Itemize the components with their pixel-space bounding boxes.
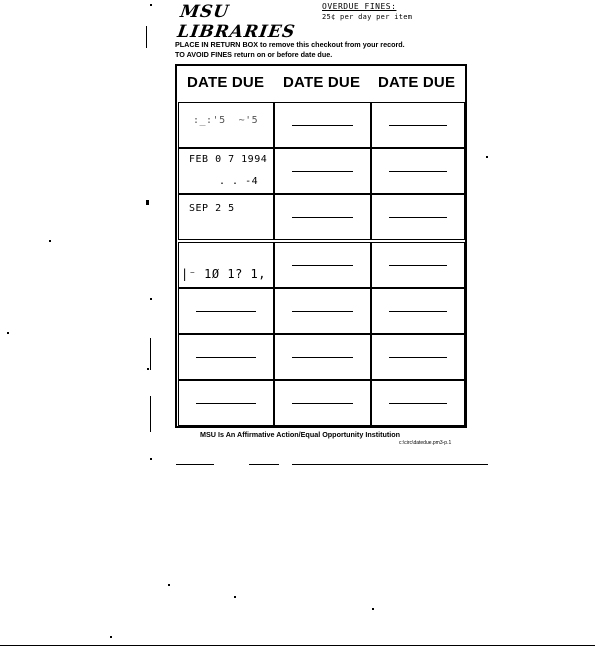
return-notice <box>175 40 405 60</box>
date-line <box>389 403 448 404</box>
date-cell-r2-c3 <box>371 148 465 194</box>
date-cell-r2-c2 <box>274 148 371 194</box>
library-logo-text: MSU LIBRARIES <box>176 2 297 42</box>
scan-speck <box>7 332 9 334</box>
illegible-date-stamp: |⁻ 1Ø 1? 1, <box>181 267 266 281</box>
date-line <box>292 403 353 404</box>
date-stamp: FEB 0 7 1994 <box>189 154 268 165</box>
scan-line <box>176 464 214 465</box>
date-line <box>196 357 256 358</box>
date-line <box>389 265 448 266</box>
library-logo <box>176 2 297 42</box>
date-cell-r3-c2 <box>274 194 371 240</box>
date-line <box>389 311 448 312</box>
date-cell-r5-c2 <box>274 288 371 334</box>
date-cell-r2-c1 <box>178 148 274 194</box>
scan-speck <box>486 156 488 158</box>
date-line <box>292 311 353 312</box>
date-line <box>292 171 353 172</box>
date-cell-r7-c1 <box>178 380 274 426</box>
scan-line <box>292 464 488 465</box>
scan-line <box>249 464 279 465</box>
date-cell-r1-c3 <box>371 102 465 148</box>
overdue-fines-title: OVERDUE FINES: <box>322 2 397 11</box>
faded-date-stamp: :_:'5 ~'5 <box>193 115 259 126</box>
date-cell-r1-c2 <box>274 102 371 148</box>
bottom-border-line <box>0 645 595 646</box>
date-cell-r4-c2 <box>274 242 371 288</box>
handwritten-mark: . . -4 <box>219 176 259 187</box>
scan-speck <box>150 458 152 460</box>
column-header-1: DATE DUE <box>187 74 265 91</box>
overdue-fines-rate: 25¢ per day per item <box>322 13 413 21</box>
return-notice-line-2: TO AVOID FINES return on or before date due. <box>175 50 333 59</box>
scan-mark <box>150 396 151 432</box>
date-stamp: SEP 2 5 <box>189 203 235 214</box>
scan-speck <box>49 240 51 242</box>
date-line <box>292 265 353 266</box>
date-cell-r6-c3 <box>371 334 465 380</box>
scan-speck <box>372 608 374 610</box>
date-line <box>389 125 448 126</box>
date-cell-r5-c1 <box>178 288 274 334</box>
date-cell-r5-c3 <box>371 288 465 334</box>
scan-speck <box>147 368 149 370</box>
date-line <box>196 403 256 404</box>
date-cell-r4-c3 <box>371 242 465 288</box>
date-line <box>292 125 353 126</box>
scan-speck <box>146 200 149 205</box>
date-cell-r6-c1 <box>178 334 274 380</box>
scan-mark <box>146 26 147 48</box>
date-line <box>292 357 353 358</box>
date-due-table <box>175 64 467 428</box>
date-line <box>196 311 256 312</box>
scan-speck <box>150 298 152 300</box>
date-line <box>389 357 448 358</box>
date-cell-r7-c3 <box>371 380 465 426</box>
date-cell-r4-c1 <box>178 242 274 288</box>
scan-speck <box>234 596 236 598</box>
scan-speck <box>150 4 152 6</box>
return-notice-line-1: PLACE IN RETURN BOX to remove this checkout from your record. <box>175 40 405 49</box>
scan-speck <box>110 636 112 638</box>
equal-opportunity-statement: MSU Is An Affirmative Action/Equal Opportunity Institution <box>200 430 401 439</box>
scan-mark <box>150 338 151 370</box>
date-cell-r1-c1 <box>178 102 274 148</box>
column-header-3: DATE DUE <box>378 74 456 91</box>
date-cell-r7-c2 <box>274 380 371 426</box>
form-code: c:\circ\datedue.pm3-p.1 <box>399 440 452 446</box>
scan-speck <box>168 584 170 586</box>
date-line <box>389 217 448 218</box>
date-cell-r3-c3 <box>371 194 465 240</box>
date-cell-r6-c2 <box>274 334 371 380</box>
column-header-2: DATE DUE <box>283 74 361 91</box>
date-line <box>389 171 448 172</box>
date-cell-r3-c1 <box>178 194 274 240</box>
date-line <box>292 217 353 218</box>
